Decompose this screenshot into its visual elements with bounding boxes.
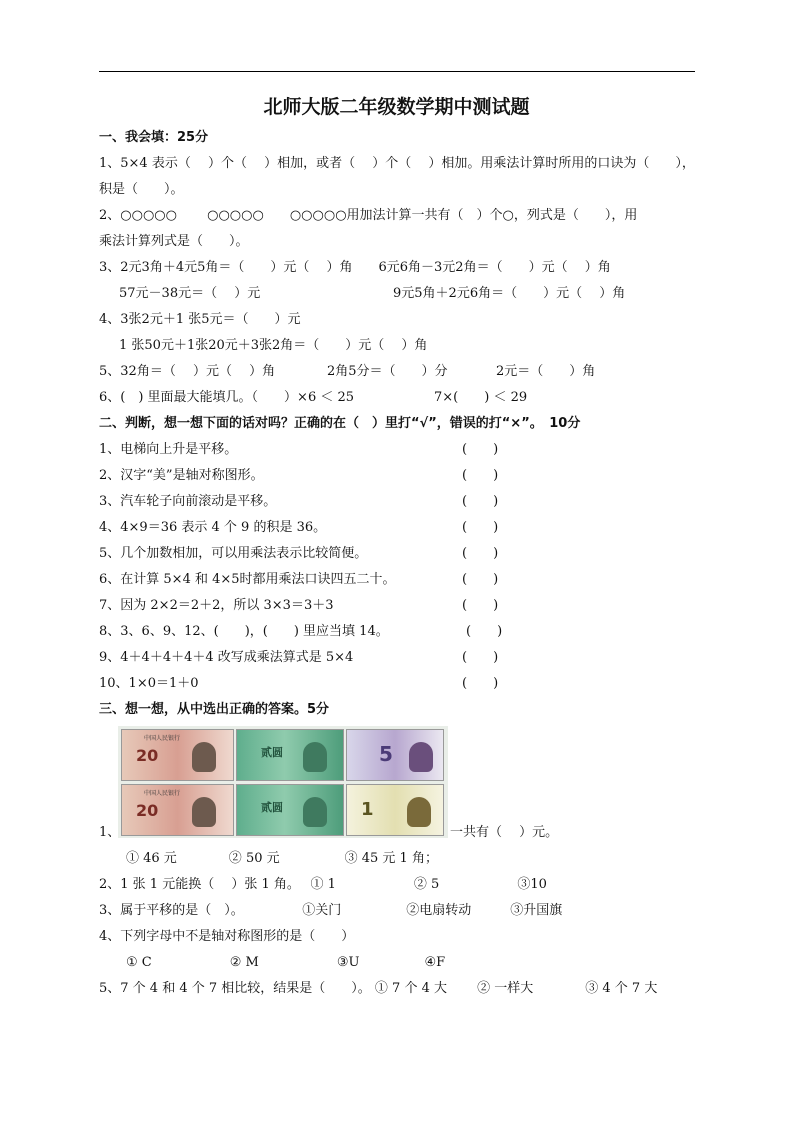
q2-line-1: 2、○○○○○ ○○○○○ ○○○○○用加法计算一共有（ ）个○，列式是（ ），用	[99, 208, 638, 223]
choice-q1-prefix: 1、	[99, 825, 121, 840]
q2-line-2: 乘法计算列式是（ ）。	[99, 234, 249, 249]
choice-q1-options[interactable]: ① 46 元 ② 50 元 ③ 45 元 1 角；	[126, 851, 438, 866]
judge-answer-8[interactable]: ( )	[466, 624, 503, 639]
q3-line-2a: 57元－38元＝（ ）元	[119, 286, 261, 301]
banknote-2-yuan: 贰圆	[236, 784, 344, 836]
judge-item-3: 3、汽车轮子向前滚动是平移。	[99, 494, 277, 509]
choice-q3[interactable]: 3、属于平移的是（ ）。 ①关门 ②电扇转动 ③升国旗	[99, 903, 563, 918]
portrait-icon	[303, 742, 327, 772]
judge-answer-7[interactable]: ( )	[462, 598, 499, 613]
section-2-heading: 二、判断，想一想下面的话对吗？正确的在（ ）里打“√”，错误的打“×”。 10分	[99, 416, 581, 431]
portrait-icon	[407, 797, 431, 827]
q1-line-1: 1、5×4 表示（ ）个（ ）相加，或者（ ）个（ ）相加。用乘法计算时所用的口诀为（ ），	[99, 156, 695, 171]
q6-part-b: 7×( ) ＜ 29	[434, 390, 528, 405]
choice-q4-options[interactable]: ① C ② M ③U ④F	[126, 955, 446, 970]
judge-item-9: 9、4＋4＋4＋4＋4 改写成乘法算式是 5×4	[99, 650, 354, 665]
section-1-heading: 一、我会填：25分	[99, 130, 209, 145]
judge-item-10: 10、1×0＝1＋0	[99, 676, 199, 691]
banknotes-image	[118, 726, 448, 838]
judge-answer-1[interactable]: ( )	[462, 442, 499, 457]
banknote-20-yuan: 中国人民银行 20	[121, 729, 234, 781]
q6-part-a: 6、( ) 里面最大能填几。（ ）×6 ＜ 25	[99, 390, 355, 405]
choice-q1-suffix: 一共有（ ）元。	[450, 825, 559, 840]
choice-q4: 4、下列字母中不是轴对称图形的是（ ）	[99, 929, 355, 944]
q3-line-2b: 9元5角＋2元6角＝（ ）元（ ）角	[393, 286, 626, 301]
banknote-5-value: 5	[379, 742, 393, 766]
banknote-1-yuan	[346, 784, 444, 836]
q5-part-c: 2元＝（ ）角	[496, 364, 596, 379]
section-3-heading: 三、想一想，从中选出正确的答案。5分	[99, 702, 330, 717]
top-rule	[99, 71, 695, 72]
judge-item-2: 2、汉字“美”是轴对称图形。	[99, 468, 264, 483]
q5-part-a: 5、32角＝（ ）元（ ）角	[99, 364, 276, 379]
portrait-icon	[303, 797, 327, 827]
banknote-2-yuan: 贰圆	[236, 729, 344, 781]
judge-answer-4[interactable]: ( )	[462, 520, 499, 535]
portrait-icon	[192, 797, 216, 827]
portrait-icon	[409, 742, 433, 772]
judge-item-5: 5、几个加数相加，可以用乘法表示比较简便。	[99, 546, 368, 561]
judge-answer-2[interactable]: ( )	[462, 468, 499, 483]
q1-line-2: 积是（ ）。	[99, 182, 184, 197]
portrait-icon	[192, 742, 216, 772]
choice-q2[interactable]: 2、1 张 1 元能换（ ）张 1 角。 ① 1 ② 5 ③10	[99, 877, 547, 892]
banknote-20-value: 20	[136, 746, 159, 765]
q4-line-1: 4、3张2元＋1 张5元＝（ ）元	[99, 312, 301, 327]
banknote-1-value: 1	[361, 799, 374, 820]
banknote-20-value: 20	[136, 801, 159, 820]
judge-item-4: 4、4×9＝36 表示 4 个 9 的积是 36。	[99, 520, 327, 535]
judge-item-8: 8、3、6、9、12、( )，( ) 里应当填 14。	[99, 624, 389, 639]
banknote-5-jiao	[346, 729, 444, 781]
judge-item-1: 1、电梯向上升是平移。	[99, 442, 238, 457]
judge-answer-9[interactable]: ( )	[462, 650, 499, 665]
q3-line-1: 3、2元3角＋4元5角＝（ ）元（ ）角 6元6角－3元2角＝（ ）元（ ）角	[99, 260, 611, 275]
judge-item-7: 7、因为 2×2＝2＋2，所以 3×3＝3＋3	[99, 598, 334, 613]
judge-item-6: 6、在计算 5×4 和 4×5时都用乘法口诀四五二十。	[99, 572, 396, 587]
judge-answer-10[interactable]: ( )	[462, 676, 499, 691]
judge-answer-6[interactable]: ( )	[462, 572, 499, 587]
q5-part-b: 2角5分＝（ ）分	[327, 364, 448, 379]
q4-line-2: 1 张50元＋1张20元＋3张2角＝（ ）元（ ）角	[119, 338, 428, 353]
page-title: 北师大版二年级数学期中测试题	[263, 96, 530, 118]
choice-q5[interactable]: 5、7 个 4 和 4 个 7 相比较，结果是（ ）。 ① 7 个 4 大 ② 一样大 ③ 4 个 7 大	[99, 981, 658, 996]
banknote-20-yuan: 中国人民银行 20	[121, 784, 234, 836]
judge-answer-3[interactable]: ( )	[462, 494, 499, 509]
judge-answer-5[interactable]: ( )	[462, 546, 499, 561]
